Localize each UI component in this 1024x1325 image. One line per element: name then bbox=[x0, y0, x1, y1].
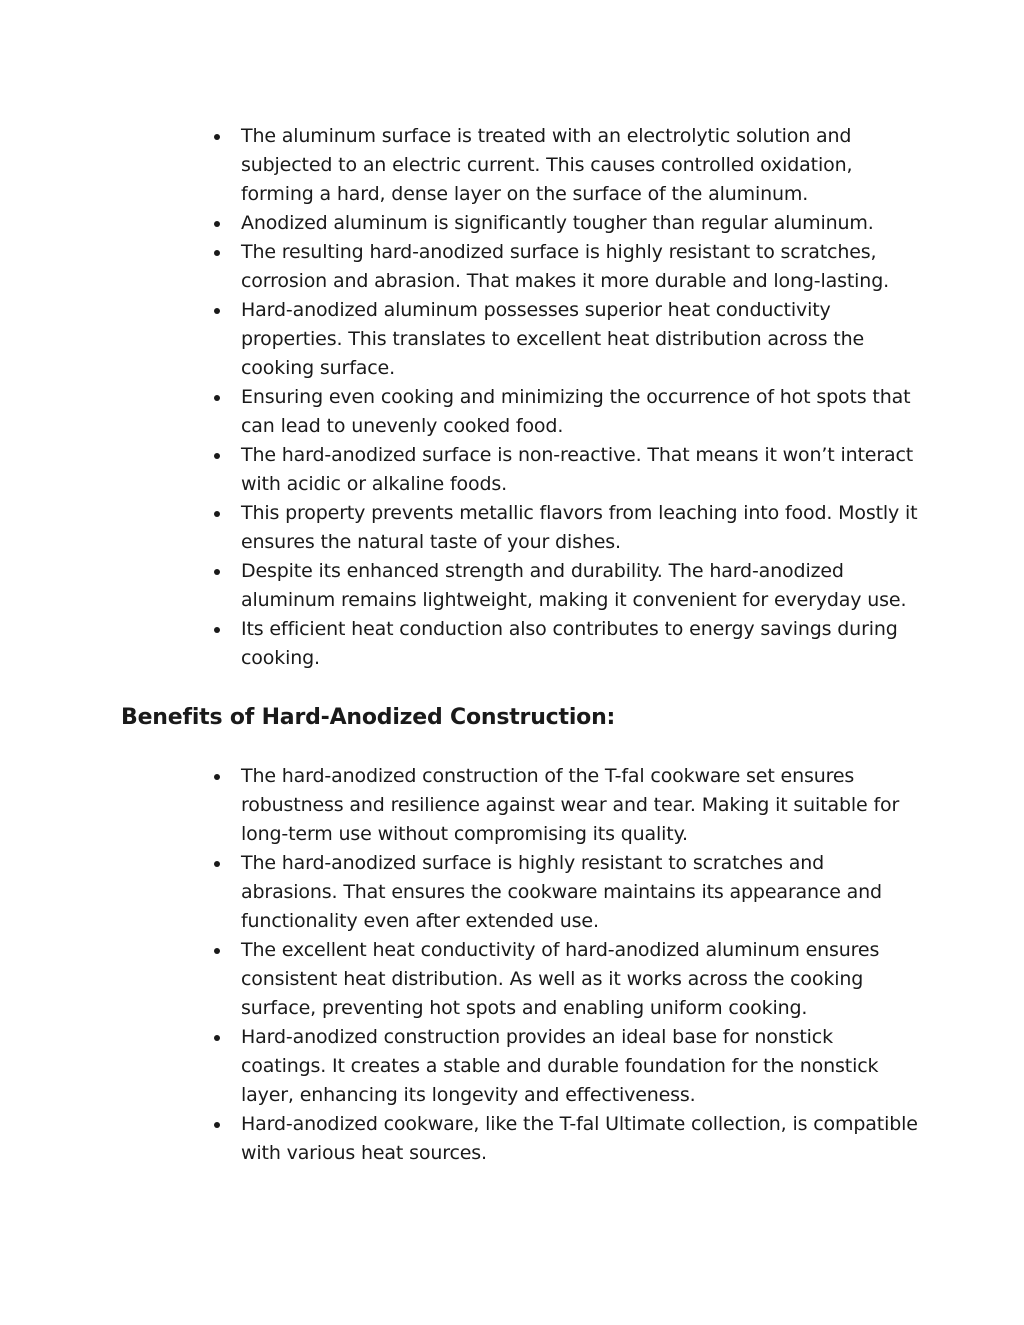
bullet-icon bbox=[214, 1122, 220, 1128]
list-item bbox=[241, 615, 921, 673]
list-item-text: The hard-anodized surface is highly resistant to scratches and abrasions. That ensures the cookware maintains its appearance and functionality even after extended use. bbox=[241, 852, 882, 932]
list-item-text: The resulting hard-anodized surface is highly resistant to scratches, corrosion and abrasion. That makes it more durable and long-lasting. bbox=[241, 241, 889, 292]
list-item-text: Hard-anodized aluminum possesses superior heat conductivity properties. This translates to excellent heat distribution across the cooking surface. bbox=[241, 299, 864, 379]
list-item bbox=[241, 122, 921, 209]
list-item-text: Anodized aluminum is significantly tougher than regular aluminum. bbox=[241, 212, 874, 234]
list-item-text: Hard-anodized cookware, like the T-fal Ultimate collection, is compatible with various heat sources. bbox=[241, 1113, 918, 1164]
bullet-icon bbox=[214, 308, 220, 314]
bullet-icon bbox=[214, 1035, 220, 1041]
bullet-icon bbox=[214, 453, 220, 459]
list-item bbox=[241, 762, 921, 849]
bullet-icon bbox=[214, 861, 220, 867]
bullet-icon bbox=[214, 948, 220, 954]
bullet-list-benefits bbox=[241, 762, 921, 1168]
section-heading: Benefits of Hard-Anodized Construction: bbox=[121, 705, 616, 730]
list-item bbox=[241, 441, 921, 499]
list-item-text: This property prevents metallic flavors from leaching into food. Mostly it ensures the natural taste of your dishes. bbox=[241, 502, 918, 553]
list-item bbox=[241, 296, 921, 383]
list-item-text: Ensuring even cooking and minimizing the occurrence of hot spots that can lead to unevenly cooked food. bbox=[241, 386, 911, 437]
list-item-text: The excellent heat conductivity of hard-anodized aluminum ensures consistent heat distribution. As well as it works across the cooking surface, preventing hot spots and enabling uniform cooking. bbox=[241, 939, 880, 1019]
list-item bbox=[241, 209, 921, 238]
bullet-list-properties bbox=[241, 122, 921, 673]
list-item-text: Hard-anodized construction provides an ideal base for nonstick coatings. It creates a stable and durable foundation for the nonstick layer, enhancing its longevity and effectiveness. bbox=[241, 1026, 879, 1106]
bullet-icon bbox=[214, 511, 220, 517]
bullet-icon bbox=[214, 250, 220, 256]
list-item bbox=[241, 238, 921, 296]
list-item bbox=[241, 557, 921, 615]
bullet-icon bbox=[214, 134, 220, 140]
list-item bbox=[241, 499, 921, 557]
bullet-icon bbox=[214, 627, 220, 633]
list-item-text: The aluminum surface is treated with an electrolytic solution and subjected to an electric current. This causes controlled oxidation, forming a hard, dense layer on the surface of the aluminum. bbox=[241, 125, 853, 205]
list-item-text: The hard-anodized construction of the T-fal cookware set ensures robustness and resilience against wear and tear. Making it suitable for long-term use without compromising its quality. bbox=[241, 765, 900, 845]
list-item-text: The hard-anodized surface is non-reactive. That means it won’t interact with acidic or alkaline foods. bbox=[241, 444, 914, 495]
bullet-icon bbox=[214, 569, 220, 575]
list-item bbox=[241, 849, 921, 936]
list-item bbox=[241, 1023, 921, 1110]
list-item bbox=[241, 383, 921, 441]
list-item-text: Despite its enhanced strength and durability. The hard-anodized aluminum remains lightweight, making it convenient for everyday use. bbox=[241, 560, 907, 611]
bullet-icon bbox=[214, 774, 220, 780]
bullet-icon bbox=[214, 395, 220, 401]
list-item bbox=[241, 936, 921, 1023]
list-item bbox=[241, 1110, 921, 1168]
bullet-icon bbox=[214, 221, 220, 227]
list-item-text: Its efficient heat conduction also contributes to energy savings during cooking. bbox=[241, 618, 898, 669]
